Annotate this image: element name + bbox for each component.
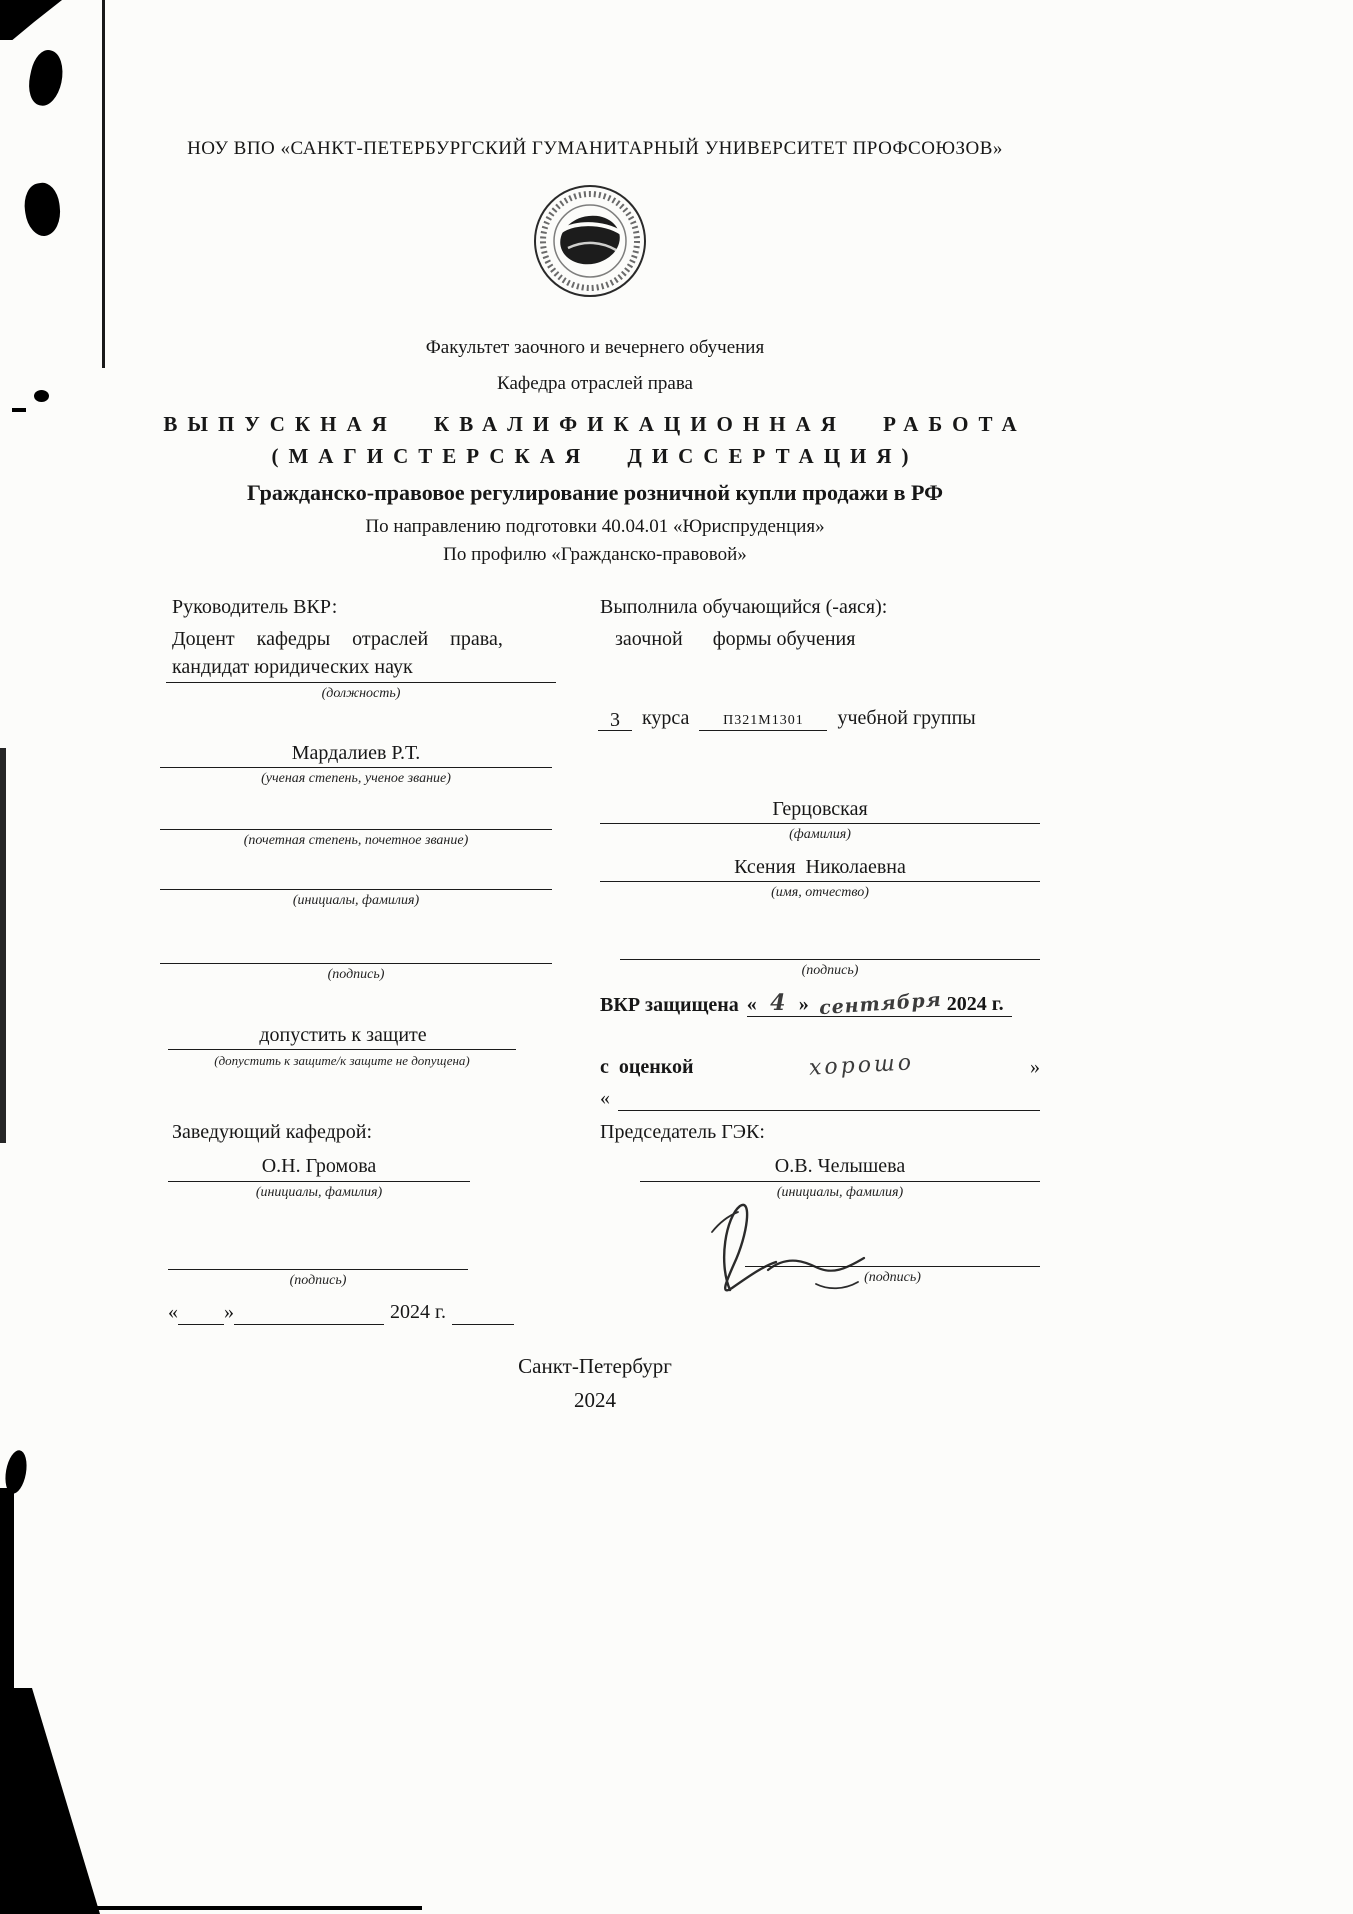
initials-caption: (инициалы, фамилия)	[292, 893, 420, 908]
given-names-caption: (имя, отчество)	[771, 885, 869, 900]
supervisor-signature-underline	[160, 963, 552, 964]
defense-month-blank	[818, 988, 943, 1020]
grade-quote-open: «	[600, 1087, 610, 1109]
grade-blank	[618, 1088, 1040, 1111]
given-names-underline	[600, 881, 1040, 882]
initials-underline	[160, 889, 552, 890]
profile-line: По профилю «Гражданско-правовой»	[443, 544, 747, 565]
gek-chair-name: О.В. Челышева	[774, 1155, 906, 1177]
chair-signature-caption: (подпись)	[864, 1270, 921, 1285]
admit-text: допустить к защите	[259, 1024, 427, 1046]
honor-caption: (почетная степень, почетное звание)	[243, 833, 469, 848]
supervisor-label: Руководитель ВКР:	[172, 596, 338, 618]
university-seal	[530, 180, 650, 302]
university-name: НОУ ВПО «САНКТ-ПЕТЕРБУРГСКИЙ ГУМАНИТАРНЫЙ УНИВЕРСИТЕТ ПРОФСОЮЗОВ»	[187, 138, 1003, 159]
work-type-line2: (МАГИСТЕРСКАЯ ДИССЕРТАЦИЯ)	[271, 444, 919, 468]
supervisor-signature-caption: (подпись)	[327, 967, 385, 982]
date-quote-close: »	[224, 1301, 234, 1323]
faculty-line: Факультет заочного и вечернего обучения	[425, 337, 765, 358]
date-year-text: 2024 г.	[390, 1301, 446, 1323]
defended-label: ВКР защищена	[600, 994, 739, 1016]
honor-underline	[160, 829, 552, 830]
defense-quote-open: «	[746, 993, 757, 1015]
grade-quote-close: »	[1030, 1055, 1040, 1078]
left-date-line	[168, 1300, 588, 1325]
head-initials-caption: (инициалы, фамилия)	[255, 1185, 383, 1200]
date-month-blank	[234, 1302, 384, 1325]
head-of-department-name: О.Н. Громова	[261, 1155, 377, 1177]
chair-initials-underline	[640, 1181, 1040, 1182]
grade-label: с оценкой	[600, 1055, 694, 1078]
chair-initials-caption: (инициалы, фамилия)	[776, 1185, 904, 1200]
supervisor-position-line1: Доцент кафедры отраслей права,	[172, 628, 503, 650]
defense-date-filled	[746, 988, 1012, 1020]
surname-caption: (фамилия)	[789, 827, 851, 842]
scan-artifact-corner-tl	[0, 0, 62, 40]
scan-artifact-corner-bl	[0, 1688, 100, 1914]
position-caption: (должность)	[321, 686, 401, 701]
scan-artifact-dash	[12, 408, 26, 412]
date-day-blank	[178, 1302, 224, 1325]
head-signature-caption: (подпись)	[289, 1273, 347, 1288]
supervisor-position-line2: кандидат юридических наук	[172, 656, 413, 678]
year-line: 2024	[574, 1388, 616, 1412]
gek-chair-label: Председатель ГЭК:	[600, 1121, 765, 1143]
scan-artifact-vline	[102, 0, 105, 368]
defense-day-handwritten: 4	[770, 990, 786, 1016]
chair-signature-underline	[745, 1266, 1040, 1267]
student-given-names: Ксения Николаевна	[734, 856, 906, 878]
student-surname: Герцовская	[772, 798, 868, 820]
scan-artifact-strip-left	[0, 748, 6, 1143]
thesis-title: Гражданско-правовое регулирование розничной купли продажи в РФ	[247, 480, 943, 505]
scan-artifact-bottom-line	[92, 1906, 422, 1910]
student-label: Выполнила обучающийся (-аяся):	[600, 596, 888, 618]
student-signature-caption: (подпись)	[801, 963, 859, 978]
defense-date-line	[600, 988, 1012, 1020]
defense-year: 2024 г.	[946, 993, 1004, 1015]
group-code-blank	[699, 708, 827, 731]
department-line: Кафедра отраслей права	[497, 373, 693, 394]
scan-artifact-blob-1	[25, 47, 68, 108]
scan-artifact-dot	[34, 390, 49, 402]
defense-day-blank	[757, 990, 799, 1016]
chair-signature	[668, 1192, 908, 1302]
student-signature-underline	[620, 959, 1040, 960]
degree-underline	[160, 767, 552, 768]
work-type-line1: ВЫПУСКНАЯ КВАЛИФИКАЦИОННАЯ РАБОТА	[163, 412, 1027, 436]
group-suffix: учебной группы	[837, 707, 976, 729]
head-of-department-label: Заведующий кафедрой:	[172, 1121, 373, 1143]
admit-underline	[168, 1049, 516, 1050]
course-word: курса	[642, 707, 690, 729]
scan-artifact-blob-2	[21, 181, 63, 238]
degree-caption: (ученая степень, ученое звание)	[261, 771, 451, 786]
supervisor-name: Мардалиев Р.Т.	[291, 742, 421, 764]
head-signature-underline	[168, 1269, 468, 1270]
course-number-blank	[598, 708, 632, 731]
grade-quote-line	[600, 1086, 1040, 1111]
study-form-line: заочной формы обучения	[615, 628, 856, 650]
course-group-line	[598, 706, 1043, 731]
surname-underline	[600, 823, 1040, 824]
head-initials-underline	[168, 1181, 470, 1182]
grade-line	[600, 1052, 1040, 1080]
position-underline	[166, 682, 556, 683]
date-tail-blank	[452, 1302, 514, 1325]
program-line: По направлению подготовки 40.04.01 «Юриспруденция»	[365, 516, 825, 537]
date-quote-open: «	[168, 1301, 178, 1323]
admit-caption: (допустить к защите/к защите не допущена)	[214, 1053, 470, 1068]
defense-quote-close: »	[798, 993, 809, 1015]
group-code: П321М1301	[723, 713, 804, 728]
grade-handwritten: хорошо	[808, 1050, 915, 1081]
city-line: Санкт-Петербург	[518, 1354, 672, 1378]
defense-month-handwritten: сентября	[818, 988, 943, 1020]
course-number: 3	[610, 709, 620, 731]
